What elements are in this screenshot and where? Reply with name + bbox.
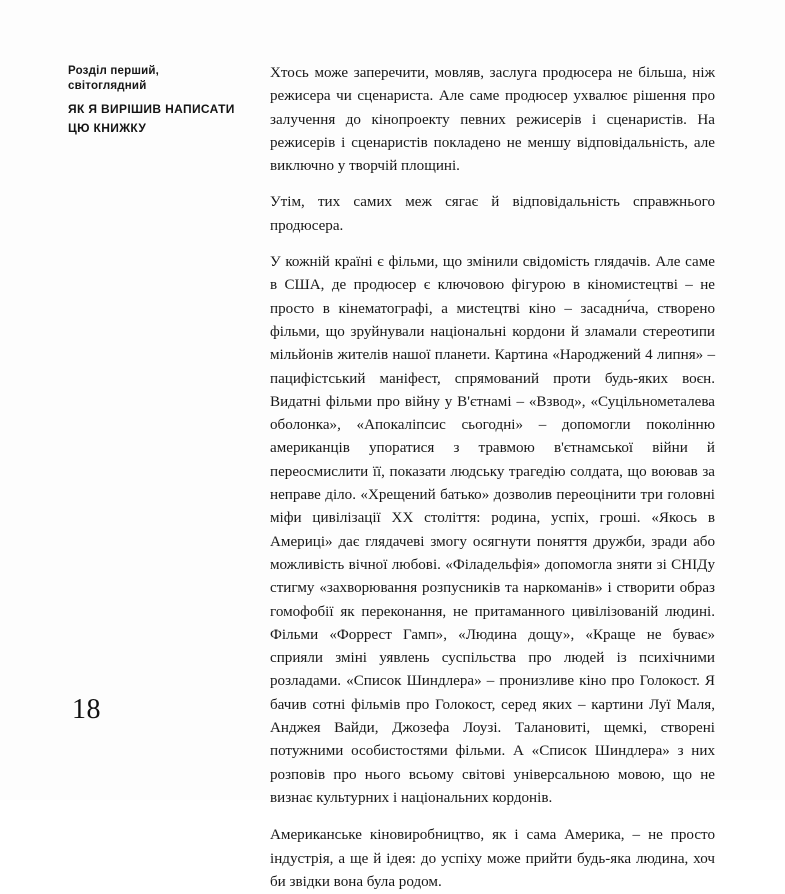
- chapter-title: ЯК Я ВИРІШИВ НАПИСАТИ ЦЮ КНИЖКУ: [68, 102, 235, 135]
- paragraph: У кожній країні є фільми, що змінили свідомість глядачів. Але саме в США, де продюсер є ключовою фігурою в кіномистецтві – не просто в кінематографі, а мистецтві кіно – засадни́ча, створено фільми, що зруйнували національні кордони й зламали стереотипи мільйонів жителів нашої планети. Картина «Народжений 4 липня» – пацифістський маніфест, спрямований проти будь-яких воєн. Видатні фільми про війну у В'єтнамі – «Взвод», «Суцільнометалева оболонка», «Апокаліпсис сьогодні» – допомогли поколінню американців упоратися з травмою в'єтнамської війни й переосмислити її, показати людську трагедію солдата, що воював за неправе діло. «Хрещений батько» дозволив переоцінити три головні міфи цивілізації XX століття: родина, успіх, гроші. «Якось в Америці» дає глядачеві змогу осягнути поняття дружби, зради або можливість вічної любові. «Філадельфія» допомогла зняти зі СНІДу стигму «захворювання розпусників та наркоманів» і створити образ гомофобії як переконання, не притаманного цивілізованій людині. Фільми «Форрест Гамп», «Людина дощу», «Краще не буває» сприяли зміні уявлень суспільства про людей із психічними розладами. «Список Шиндлера» – пронизливе кіно про Голокост. Я бачив сотні фільмів про Голокост, серед яких – картини Луї Маля, Анджея Вайди, Джозефа Лоузі. Талановиті, щемкі, створені потужними особистостями фільми. А «Список Шиндлера» з них розповів про нього всьому світові універсальною мовою, що не визнає культурних і національних кордонів.: [270, 254, 715, 806]
- page-number: 18: [72, 694, 101, 725]
- page-margin-column: [0, 0, 250, 800]
- chapter-label: Розділ перший, світоглядний: [68, 65, 160, 92]
- paragraph: Хтось може заперечити, мовляв, заслуга продюсера не більша, ніж режисера чи сценариста. Але саме продюсер ухвалює рішення про залучення до кінопроекту певних режисерів і сценаристів. На режисерів і сценаристів покладено не меншу відповідальність, але виключно у творчій площині.: [270, 65, 715, 175]
- paragraph: Американське кіновиробництво, як і сама Америка, – не просто індустрія, а ще й ідея: до успіху може прийти будь-яка людина, хоч би звідки вона була родом.: [270, 827, 715, 890]
- body-text-column: [270, 62, 715, 894]
- paragraph: Утім, тих самих меж сягає й відповідальність справжнього продюсера.: [270, 194, 715, 234]
